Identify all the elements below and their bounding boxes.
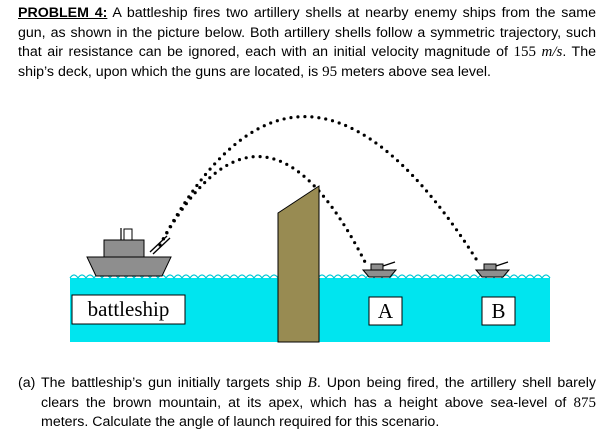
problem-text-part-3: meters above sea level. bbox=[337, 63, 491, 80]
ship-a-label: A bbox=[377, 299, 394, 323]
deck-height-value: 95 bbox=[322, 63, 338, 80]
problem-label: PROBLEM 4: bbox=[18, 5, 108, 21]
ship-b-label: B bbox=[491, 299, 506, 323]
mountain bbox=[278, 186, 319, 342]
battleship-label: battleship bbox=[87, 297, 170, 321]
ship-b-icon bbox=[476, 262, 509, 277]
question-a-text-part-2: . Upon being fired, the artillery shell barely clears the brown mountain, at its apex, which has a height above sea-level of bbox=[41, 375, 596, 411]
battleship-icon bbox=[87, 228, 171, 276]
question-a-body bbox=[41, 374, 596, 433]
battleship-figure bbox=[0, 95, 601, 355]
ship-a-icon bbox=[363, 262, 396, 277]
mountain-height-value: 875 bbox=[573, 394, 596, 411]
question-a-text-part-1: The battleship’s gun initially targets ship bbox=[41, 375, 308, 391]
figure-svg bbox=[0, 95, 601, 355]
velocity-value: 155 bbox=[513, 44, 536, 60]
problem-text-part-2: . The ship’s deck, upon which the guns are located, is bbox=[18, 44, 597, 80]
question-a-text-part-3: meters. Calculate the angle of launch required for this scenario. bbox=[41, 414, 440, 430]
trajectory-to-ship-a bbox=[160, 157, 365, 262]
problem-statement bbox=[18, 4, 596, 82]
question-a bbox=[18, 374, 596, 433]
velocity-unit: m/s bbox=[541, 44, 563, 60]
problem-text-part-1: A battleship fires two artillery shells at nearby enemy ships from the same gun, as shown in the picture below. Both artillery shells follow a symmetric trajectory, such that air resistance can be ignored, each with an initial velocity magnitude of bbox=[18, 5, 596, 60]
question-a-label: (a) bbox=[18, 375, 36, 391]
question-a-target: B bbox=[307, 375, 317, 391]
